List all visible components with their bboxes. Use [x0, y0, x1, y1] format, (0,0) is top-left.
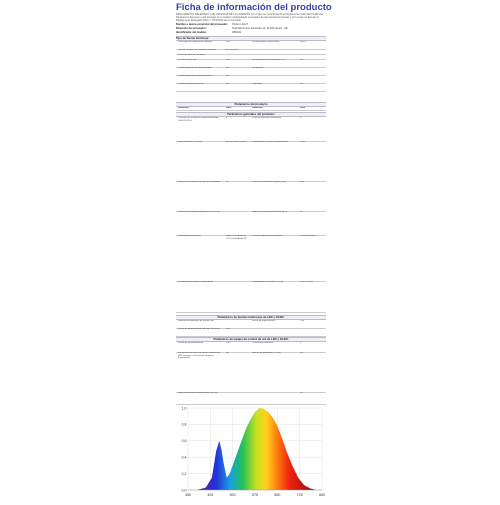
type-parameter-cell: Fuente luminosa conectada (CLS):	[252, 59, 286, 62]
spectrum-chart	[176, 404, 326, 500]
page-title: Ficha de información del producto	[176, 2, 332, 13]
supplier-address-value: TopFUR GmbH, Einsiedel 12, 91484 Neuss , DE	[232, 27, 288, 30]
type-value-cell: No	[300, 83, 303, 86]
type-parameter-cell: No direccional o direccional:	[252, 41, 280, 44]
led-value-cell: 0,96	[226, 328, 231, 331]
control-value-cell: 0,1	[300, 392, 304, 395]
general-value-cell: Véase la imagen	[300, 235, 317, 238]
x-tick-label: 650	[274, 493, 281, 497]
x-tick-label: 575	[252, 493, 258, 497]
type-parameter-cell: Fuente luminosa de alta luminancia:	[178, 75, 214, 78]
control-row	[176, 352, 326, 393]
control-value-cell: 0,95	[226, 342, 231, 345]
type-parameter-cell: Envolvente:	[252, 67, 264, 70]
general-parameter-cell: Clase de eficiencia energética	[252, 117, 282, 120]
general-parameter-cell: Potencia equivalente declarada	[252, 235, 283, 238]
led-parameter-cell: Factor de supervivencia	[252, 320, 276, 323]
model-identifier-label: Identificador del modelo:	[176, 31, 207, 34]
general-value-cell: 9	[226, 117, 228, 120]
type-value-cell: LED	[226, 41, 231, 44]
y-tick-label: 1,0	[181, 406, 187, 411]
control-parameter-cell: Declaración de que una fuente luminosa de LED sustituye a una fuente luminosa fluorescente	[178, 352, 221, 360]
control-row	[176, 392, 326, 405]
general-parameter-cell: Declaración de potencia equivalente	[178, 281, 214, 284]
type-parameter-cell: Fuente luminosa de color ajustable:	[178, 67, 213, 70]
general-value-cell: 8,2	[226, 181, 230, 184]
model-identifier-value: DB6431	[232, 31, 242, 34]
header-value-2: Valor	[300, 106, 306, 109]
general-value-cell: 0,36	[300, 181, 305, 184]
section-control-gear-parameters: Parámetros de equipo de control de red de LED y OLED:	[176, 337, 326, 342]
type-parameter-cell: Pantalla antideslumbrante:	[178, 83, 204, 86]
y-tick-label: 0,0	[181, 488, 187, 493]
header-parameter-2: Parámetro	[252, 106, 263, 109]
control-value-cell: 0,4	[300, 352, 304, 355]
type-value-cell: MLS	[226, 59, 231, 62]
general-row	[176, 235, 326, 282]
model-identifier-row	[176, 31, 326, 34]
type-value-cell: No	[226, 67, 229, 70]
general-row	[176, 181, 326, 212]
header-parameter-1: Parámetro	[178, 106, 189, 109]
general-parameter-cell: Temperatura de color correlacionada	[252, 141, 288, 144]
general-value-cell: 880 en Esfera (360°)	[226, 141, 247, 144]
y-tick-label: 0,4	[181, 455, 187, 460]
product-information-sheet	[176, 2, 332, 402]
type-value-cell: No	[226, 75, 229, 78]
general-parameter-cell: Flujo luminoso útil (Φútil)	[178, 141, 203, 144]
general-parameter-cell: Potencia en modo de espera (Psb)	[252, 181, 286, 184]
general-value-cell: 3 000	[300, 141, 306, 144]
y-tick-label: 0,2	[181, 471, 187, 476]
control-parameter-cell: Factor de desplazamiento	[178, 342, 204, 345]
general-value-cell: Altura 105 / Anchura 175 / Profundidad 38	[226, 235, 247, 240]
general-parameter-cell: Potencia en modo de espera en red (Pnet)	[178, 211, 220, 214]
supplier-name-row	[176, 23, 326, 26]
section-product-parameters: Parámetros del producto	[176, 102, 326, 107]
supplier-name-value: Divilux LIGHT	[232, 23, 248, 26]
type-value-cell: AC220-240V	[226, 49, 239, 52]
supplier-name-label: Nombre o marca comercial del proveedor:	[176, 23, 229, 26]
type-row	[176, 83, 326, 92]
control-value-cell: 6	[300, 342, 302, 345]
control-value-cell: No	[226, 352, 229, 355]
led-parameter-cell: Número de luminarias de red de LED	[178, 320, 215, 323]
general-value-cell: F	[300, 117, 302, 120]
general-parameter-cell: Índice de rendimiento de color (IRC)	[252, 211, 288, 214]
x-tick-label: 500	[229, 493, 236, 497]
spectrum-svg	[176, 404, 326, 500]
general-parameter-cell: Dimensiones exteriores	[178, 235, 201, 238]
control-parameter-cell: Coherencia cromática	[252, 342, 274, 345]
supplier-address-row	[176, 27, 326, 30]
section-general-parameters: Parámetros generales del producto:	[176, 112, 326, 117]
x-tick-label: 725	[296, 493, 303, 497]
parameters-header-row	[176, 106, 326, 111]
general-parameter-cell: Potencia en modo encendido (Pencendido)	[178, 181, 220, 184]
type-value-cell: No	[226, 83, 229, 86]
x-tick-label: 800	[319, 493, 325, 497]
x-tick-label: 350	[185, 493, 191, 497]
regulation-text: REGLAMENTO DELEGADO (UE) 2019/2015 DE LA COMISIÓN por el que se complementa el Reglamento (UE) 2017/1369 del Parlamento Europeo y del Consejo en lo relativo al etiquetado energético de las fuentes luminosas y por el que se deroga el Reglamento Delegado (UE) n.º 874/2012 de la Comisión	[176, 13, 323, 23]
general-row	[176, 141, 326, 182]
general-parameter-cell: Consumo de energía en modo encendido (kWh/1 000 h)	[178, 117, 219, 122]
type-parameter-cell: De red o no de red:	[178, 59, 197, 62]
header-value-1: Valor	[226, 106, 232, 109]
type-parameter-cell: Tecnología de iluminación utilizada:	[178, 41, 213, 44]
general-row	[176, 211, 326, 236]
control-parameter-cell: Métrica de parpadeo (Pst LM)	[252, 352, 281, 355]
type-parameter-cell: Tipo de casquillo de la fuente luminosa	[178, 49, 216, 52]
spectrum-area	[197, 408, 316, 490]
section-light-source-type: Tipo de fuente luminosa:	[176, 36, 326, 41]
y-tick-label: 0,6	[181, 439, 187, 444]
y-tick-label: 0,8	[181, 422, 187, 427]
supplier-address-label: Dirección del proveedor:	[176, 27, 207, 30]
general-value-cell: 0,440 / 0,403	[300, 281, 313, 284]
control-parameter-cell: Métrica del efecto estroboscópico (SVM)	[178, 392, 218, 395]
led-parameter-cell: Factor de mantenimiento del flujo luminoso	[178, 328, 220, 331]
general-value-cell: 80	[300, 211, 303, 214]
general-parameter-cell: Coordenadas cromáticas (x e y)	[252, 281, 284, 284]
led-value-cell: 1,00	[300, 320, 305, 323]
type-value-cell: NDLS	[300, 41, 306, 44]
type-parameter-cell: Regulable:	[252, 83, 263, 86]
type-parameter-cell: (o de otra interfaz eléctrica)	[178, 54, 205, 57]
general-row	[176, 117, 326, 142]
general-row	[176, 281, 326, 313]
x-tick-label: 425	[207, 493, 214, 497]
section-led-parameters: Parámetros de fuentes luminosas de LED y OLED:	[176, 315, 326, 320]
type-value-cell: No	[300, 59, 303, 62]
led-row	[176, 328, 326, 337]
